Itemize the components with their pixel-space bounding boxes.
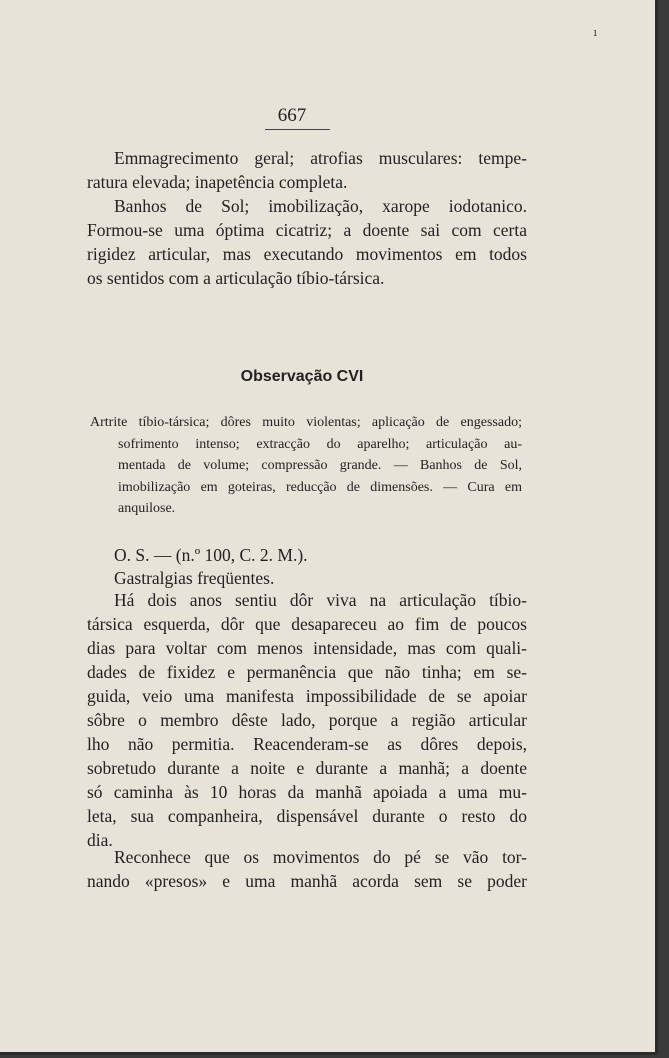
reference-line: O. S. — (n.º 100, C. 2. M.).	[114, 545, 308, 565]
text-line: Gastralgias freqüentes.	[114, 568, 275, 588]
text-line: ratura elevada; inapetência completa.	[87, 172, 348, 192]
summary-line: sofrimento intenso; extracção do aparelho; articulação au-	[118, 436, 522, 452]
text-line: Banhos de Sol; imobilização, xarope iodotanico.	[114, 196, 527, 216]
case-reference	[87, 543, 527, 567]
summary-line: imobilização em goteiras, reducção de dimensões. — Cura em	[118, 479, 522, 495]
text-line: lho não permitia. Reacenderam-se as dôres depois,	[87, 734, 527, 754]
text-line: társica esquerda, dôr que desapareceu ao fim de poucos	[87, 614, 527, 634]
paragraph-2	[87, 194, 527, 290]
paragraph-gastralgias	[87, 566, 527, 590]
summary-line: mentada de volume; compressão grande. — Banhos de Sol,	[118, 458, 522, 473]
text-line: os sentidos com a articulação tíbio-társica.	[87, 268, 385, 288]
summary-line: Artrite tíbio-társica; dôres muito violentas; aplicação de engessado;	[90, 415, 522, 430]
text-line: sôbre o membro dêste lado, porque a região articular	[87, 710, 527, 730]
text-line: rigidez articular, mas executando movimentos em todos	[87, 244, 527, 264]
page-number: 667	[277, 105, 307, 126]
case-summary	[90, 412, 522, 520]
text-line: nando «presos» e uma manhã acorda sem se poder	[87, 871, 527, 891]
text-line: guida, veio uma manifesta impossibilidade de se apoiar	[87, 686, 527, 706]
paragraph-1	[87, 146, 527, 194]
text-line: dades de fixidez e permanência que não tinha; em se-	[87, 662, 527, 682]
text-line: Formou-se uma óptima cicatriz; a doente sai com certa	[87, 220, 527, 240]
text-line: dia.	[87, 830, 113, 850]
text-line: só caminha às 10 horas da manhã apoiada a uma mu-	[87, 782, 527, 802]
paragraph-3	[87, 588, 527, 852]
page-number-rule	[265, 129, 330, 130]
margin-mark: ı	[593, 26, 597, 39]
text-line: Emmagrecimento geral; atrofias musculares: tempe-	[114, 148, 527, 168]
paragraph-4	[87, 845, 527, 893]
section-heading: Observação CVI	[240, 368, 364, 385]
text-line: Há dois anos sentiu dôr viva na articulação tíbio-	[114, 590, 527, 610]
summary-line: anquilose.	[118, 501, 176, 516]
text-line: sobretudo durante a noite e durante a manhã; a doente	[87, 758, 527, 778]
text-line: dias para voltar com menos intensidade, mas com quali-	[87, 638, 527, 658]
text-line: leta, sua companheira, dispensável durante o resto do	[87, 806, 527, 826]
text-line: Reconhece que os movimentos do pé se vão tor-	[114, 847, 527, 867]
